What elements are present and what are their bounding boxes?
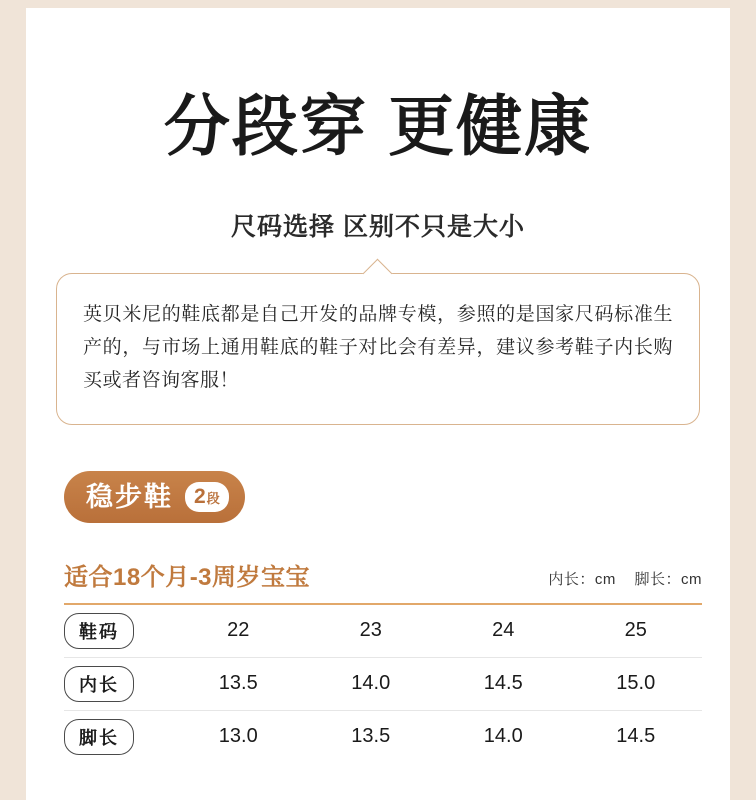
right-edge-band [730, 0, 756, 800]
table-row [64, 657, 702, 710]
stage-badge [64, 471, 245, 523]
callout-pointer-icon [363, 258, 393, 288]
table-cell: 13.5 [172, 657, 305, 710]
table-cell: 14.5 [616, 725, 656, 748]
callout-wrapper [56, 273, 700, 425]
table-cell: 14.0 [305, 657, 438, 710]
callout-text: 英贝米尼的鞋底都是自己开发的品牌专模，参照的是国家尺码标准生产的，与市场上通用鞋底的鞋子对比会有差异，建议参考鞋子内长购买或者咨询客服！ [83, 303, 673, 392]
table-cell: 23 [305, 605, 438, 658]
page-title: 分段穿 更健康 [163, 89, 593, 163]
age-range-label: 适合18个月-3周岁宝宝 [64, 563, 311, 591]
stage-title: 稳步鞋 [86, 481, 173, 512]
table-cell: 15.0 [570, 657, 703, 710]
content-area [26, 8, 730, 800]
table-cell: 25 [570, 605, 703, 658]
unit-foot-length: 脚长：cm [634, 570, 702, 588]
row-label-chip: 鞋码 [64, 613, 134, 649]
table-cell: 24 [437, 605, 570, 658]
table-row-label-cell [64, 657, 172, 710]
table-cell: 22 [172, 605, 305, 658]
table-row [64, 710, 702, 763]
stage-number-badge [185, 482, 229, 512]
table-row-label-cell [64, 710, 172, 763]
row-label-chip: 脚长 [64, 719, 134, 755]
table-cell: 13.5 [351, 725, 391, 748]
row-label-chip: 内长 [64, 666, 134, 702]
unit-inner-length: 内长：cm [548, 570, 616, 588]
table-cell: 14.5 [437, 657, 570, 710]
callout-box [56, 273, 700, 425]
age-and-units-row [26, 557, 730, 592]
table-row [64, 605, 702, 658]
table-cell: 13.0 [218, 725, 258, 748]
stage-badge-row [26, 471, 730, 523]
table-cell: 14.0 [483, 725, 523, 748]
size-table [64, 605, 702, 763]
table-row-label-cell [64, 605, 172, 658]
top-edge-band [0, 0, 756, 8]
left-edge-band [0, 0, 26, 800]
stage-unit: 段 [206, 490, 220, 506]
page-subtitle: 尺码选择 区别不只是大小 [231, 212, 525, 241]
units-legend [548, 568, 702, 592]
stage-number: 2 [194, 484, 206, 508]
